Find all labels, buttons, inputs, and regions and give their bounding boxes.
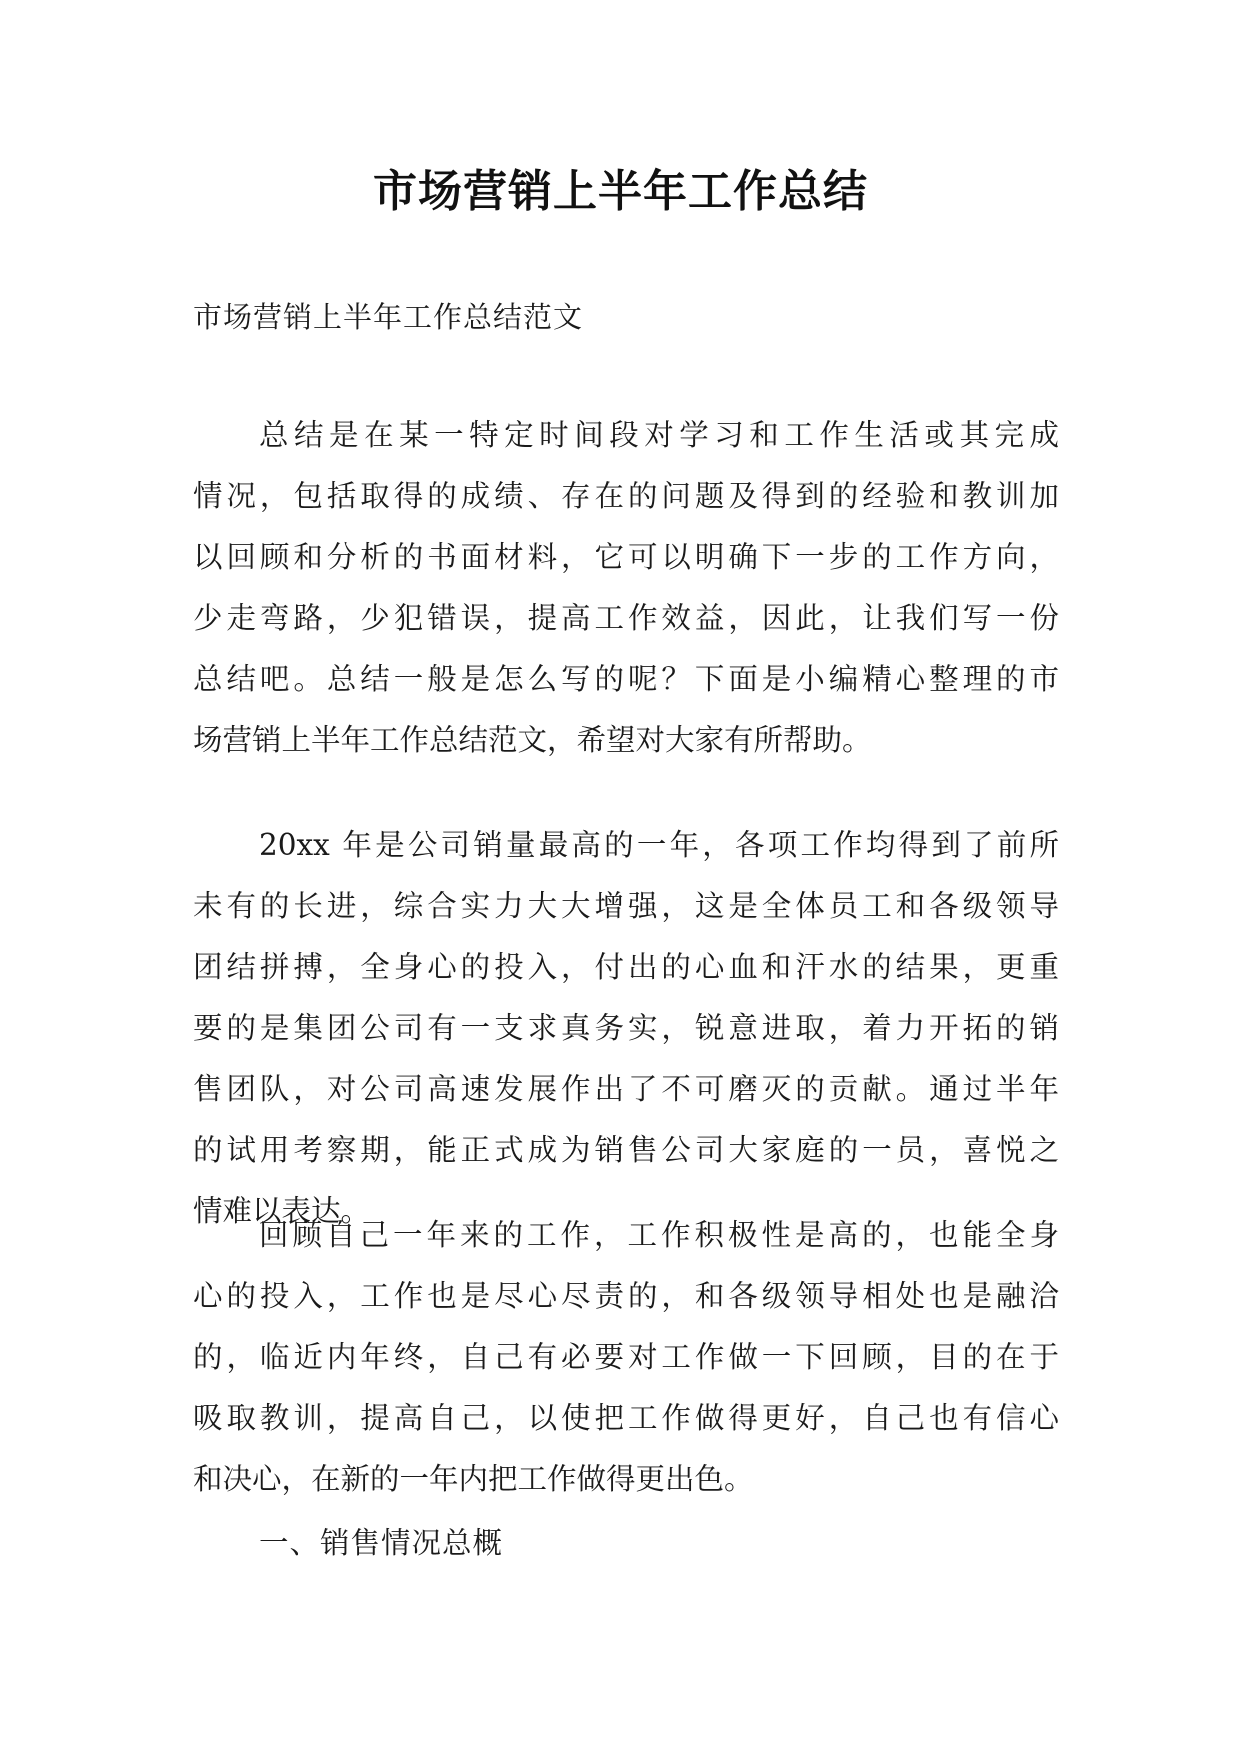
paragraph-line: 团结拼搏，全身心的投入，付出的心血和汗水的结果，更重 [193,950,1059,984]
paragraph-line: 要的是集团公司有一支求真务实，锐意进取，着力开拓的销 [193,1011,1059,1045]
paragraph-line: 未有的长进，综合实力大大增强，这是全体员工和各级领导 [193,889,1059,923]
paragraph-line: 售团队，对公司高速发展作出了不可磨灭的贡献。通过半年 [193,1072,1059,1106]
paragraph-line: 情难以表达。 [193,1194,371,1228]
section-heading: 一、销售情况总概 [259,1526,504,1560]
document-title: 市场营销上半年工作总结 [373,166,868,217]
paragraph-line: 场营销上半年工作总结范文，希望对大家有所帮助。 [193,723,872,757]
paragraph-line: 少走弯路，少犯错误，提高工作效益，因此，让我们写一份 [193,601,1059,635]
paragraph-line: 的，临近内年终，自己有必要对工作做一下回顾，目的在于 [193,1340,1059,1374]
paragraph-line: 和决心，在新的一年内把工作做得更出色。 [193,1462,754,1496]
paragraph-line: 以回顾和分析的书面材料，它可以明确下一步的工作方向， [193,540,1059,574]
paragraph-line: 总结是在某一特定时间段对学习和工作生活或其完成 [259,418,1059,452]
document-subtitle: 市场营销上半年工作总结范文 [193,300,584,334]
paragraph-line: 回顾自己一年来的工作，工作积极性是高的，也能全身 [259,1218,1059,1252]
paragraph-self-review [193,1205,1059,1510]
paragraph-line: 20xx 年是公司销量最高的一年，各项工作均得到了前所 [259,828,1059,862]
paragraph-line: 总结吧。总结一般是怎么写的呢？下面是小编精心整理的市 [193,662,1059,696]
paragraph-line: 的试用考察期，能正式成为销售公司大家庭的一员，喜悦之 [193,1133,1059,1167]
paragraph-intro [193,405,1059,771]
paragraph-line: 心的投入，工作也是尽心尽责的，和各级领导相处也是融洽 [193,1279,1059,1313]
paragraph-line: 吸取教训，提高自己，以使把工作做得更好，自己也有信心 [193,1401,1059,1435]
paragraph-year-review [193,815,1059,1242]
paragraph-line: 情况，包括取得的成绩、存在的问题及得到的经验和教训加 [193,479,1059,513]
